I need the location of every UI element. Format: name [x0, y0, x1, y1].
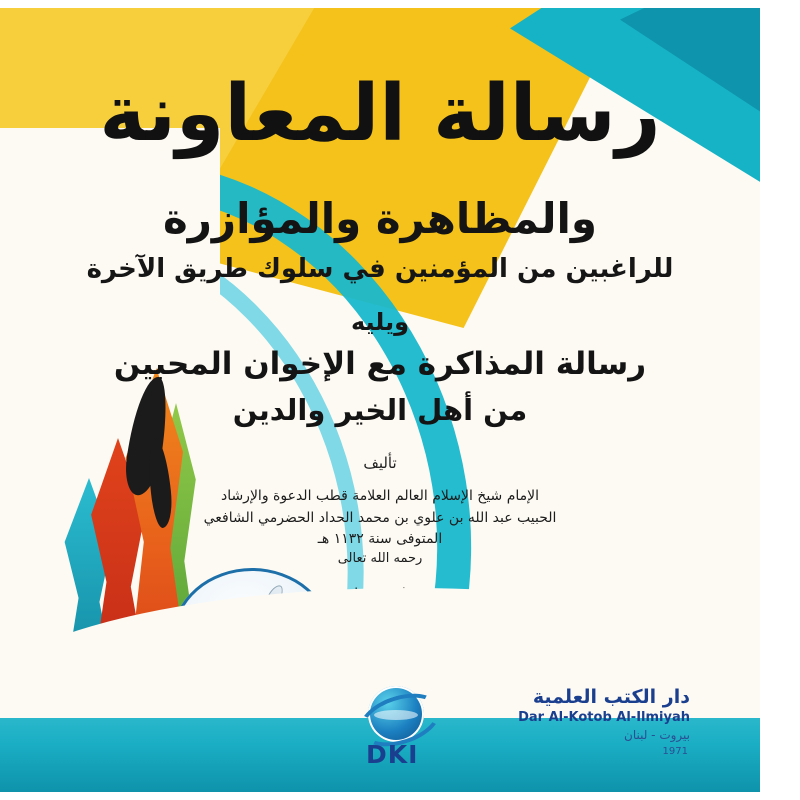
publisher-location: بيروت - لبنان: [624, 728, 690, 742]
author-line-4: رحمه الله تعالى: [337, 551, 423, 566]
right-white-margin: [760, 0, 800, 800]
publisher-mark: DKI: [366, 740, 419, 769]
publisher-name-arabic: دار الكتب العلمية: [532, 686, 690, 708]
author-line-1: الإمام شيخ الإسلام العالم العلامة قطب الدعوة والإرشاد: [220, 488, 540, 504]
second-treatise-title-line2: من أهل الخير والدين: [232, 393, 528, 427]
book-subtitle-2: للراغبين من المؤمنين في سلوك طريق الآخرة: [86, 254, 674, 284]
author-label: تأليف: [363, 454, 397, 472]
book-subtitle-1: والمظاهرة والمؤازرة: [162, 194, 598, 243]
book-title: رسالة المعاونة: [99, 69, 661, 159]
publisher-year: 1971: [662, 746, 688, 757]
book-cover-image: [0, 8, 760, 792]
top-white-margin: [0, 0, 800, 8]
author-line-3: المتوفى سنة ١١٣٢ هـ: [317, 531, 443, 547]
publisher-name-english: Dar Al-Kotob Al-Ilmiyah: [518, 710, 690, 725]
publisher-logo: [360, 684, 690, 770]
conjunction-text: ويليه: [350, 308, 410, 336]
author-line-2: الحبيب عبد الله بن علوي بن محمد الحداد الحضرمي الشافعي: [203, 510, 557, 526]
bottom-white-margin: [0, 792, 800, 800]
second-treatise-title: رسالة المذاكرة مع الإخوان المحبين: [113, 346, 647, 382]
